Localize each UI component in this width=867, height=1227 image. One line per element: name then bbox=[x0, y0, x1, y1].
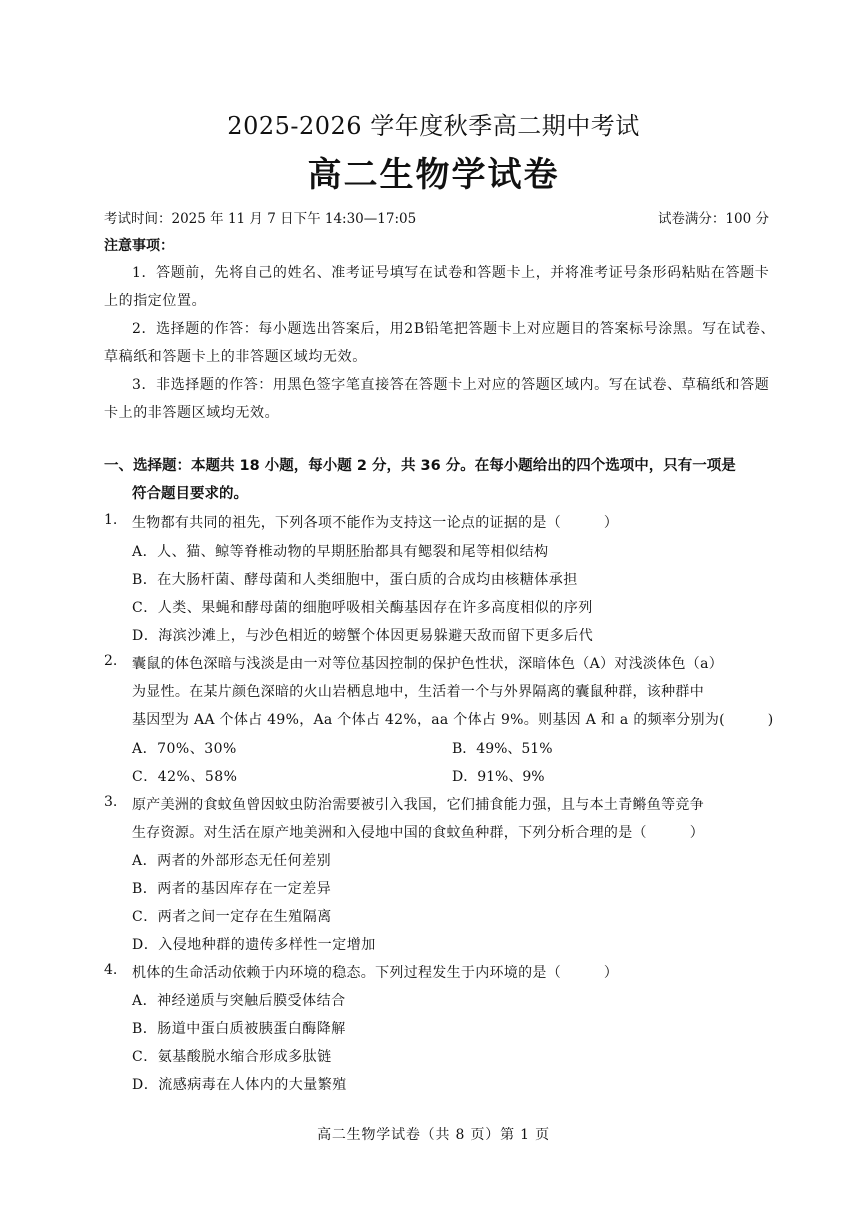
question-3-number: 3. bbox=[104, 794, 118, 810]
full-score: 试卷满分：100 分 bbox=[657, 211, 769, 227]
question-2-stem-line2: 为显性。在某片颜色深暗的火山岩栖息地中，生活着一个与外界隔离的囊鼠种群，该种群中 bbox=[132, 684, 704, 700]
question-1-option-d: D．海滨沙滩上，与沙色相近的螃蟹个体因更易躲避天敌而留下更多后代 bbox=[132, 628, 594, 644]
question-2-option-b: B．49%、51% bbox=[452, 741, 553, 757]
notice-item-1: 1．答题前，先将自己的姓名、准考证号填写在试卷和答题卡上，并将准考证号条形码粘贴在答题卡上的指定位置。 bbox=[104, 265, 770, 309]
question-3-option-d: D．入侵地种群的遗传多样性一定增加 bbox=[132, 937, 376, 953]
page-footer: 高二生物学试卷（共 8 页）第 1 页 bbox=[317, 1127, 550, 1143]
question-2-number: 2. bbox=[104, 653, 118, 669]
notice-heading: 注意事项： bbox=[104, 238, 174, 254]
question-3-option-a: A．两者的外部形态无任何差别 bbox=[132, 853, 332, 869]
question-2-option-d: D．91%、9% bbox=[452, 769, 545, 785]
section-heading-line1: 一、选择题：本题共 18 小题，每小题 2 分，共 36 分。在每小题给出的四个选项中，只有一项是 bbox=[104, 458, 736, 474]
question-3-option-c: C．两者之间一定存在生殖隔离 bbox=[132, 909, 332, 925]
section-heading bbox=[104, 452, 784, 508]
question-1-option-b: B．在大肠杆菌、酵母菌和人类细胞中，蛋白质的合成均由核糖体承担 bbox=[132, 572, 578, 588]
paper-title: 高二生物学试卷 bbox=[307, 155, 560, 195]
exam-time: 考试时间：2025 年 11 月 7 日下午 14:30—17:05 bbox=[104, 211, 417, 227]
question-1-number: 1. bbox=[104, 512, 118, 528]
question-4-option-b: B．肠道中蛋白质被胰蛋白酶降解 bbox=[132, 1021, 346, 1037]
question-4-stem: 机体的生命活动依赖于内环境的稳态。下列过程发生于内环境的是（ ） bbox=[132, 965, 619, 981]
question-4-option-d: D．流感病毒在人体内的大量繁殖 bbox=[132, 1077, 347, 1093]
question-3-stem-line1: 原产美洲的食蚊鱼曾因蚊虫防治需要被引入我国，它们捕食能力强，且与本土青鳉鱼等竞争 bbox=[132, 797, 704, 813]
question-4-option-c: C．氨基酸脱水缩合形成多肽链 bbox=[132, 1049, 332, 1065]
question-2-option-c: C．42%、58% bbox=[132, 769, 238, 785]
question-2-stem-line3: 基因型为 AA 个体占 49%，Aa 个体占 42%，aa 个体占 9%。则基因 A 和 a 的频率分别为( ) bbox=[132, 712, 774, 728]
question-3-stem-line2: 生存资源。对生活在原产地美洲和入侵地中国的食蚊鱼种群，下列分析合理的是（ ） bbox=[132, 825, 704, 841]
question-2-stem-line1: 囊鼠的体色深暗与浅淡是由一对等位基因控制的保护色性状，深暗体色（A）对浅淡体色（a） bbox=[132, 656, 724, 672]
exam-title: 2025-2026 学年度秋季高二期中考试 bbox=[227, 112, 640, 140]
question-1-option-c: C．人类、果蝇和酵母菌的细胞呼吸相关酶基因存在许多高度相似的序列 bbox=[132, 600, 593, 616]
question-1-option-a: A．人、猫、鲸等脊椎动物的早期胚胎都具有鳃裂和尾等相似结构 bbox=[132, 544, 549, 560]
notice-item-3: 3．非选择题的作答：用黑色签字笔直接答在答题卡上对应的答题区域内。写在试卷、草稿纸和答题卡上的非答题区域均无效。 bbox=[104, 377, 770, 421]
question-3-option-b: B．两者的基因库存在一定差异 bbox=[132, 881, 332, 897]
question-4-option-a: A．神经递质与突触后膜受体结合 bbox=[132, 993, 346, 1009]
notice-item-2: 2．选择题的作答：每小题选出答案后，用2B铅笔把答题卡上对应题目的答案标号涂黑。写在试卷、草稿纸和答题卡上的非答题区域均无效。 bbox=[104, 321, 776, 365]
question-1-stem: 生物都有共同的祖先，下列各项不能作为支持这一论点的证据的是（ ） bbox=[132, 515, 619, 531]
section-heading-line2: 符合题目要求的。 bbox=[132, 486, 248, 502]
question-4-number: 4. bbox=[104, 962, 118, 978]
question-2-option-a: A．70%、30% bbox=[132, 741, 237, 757]
